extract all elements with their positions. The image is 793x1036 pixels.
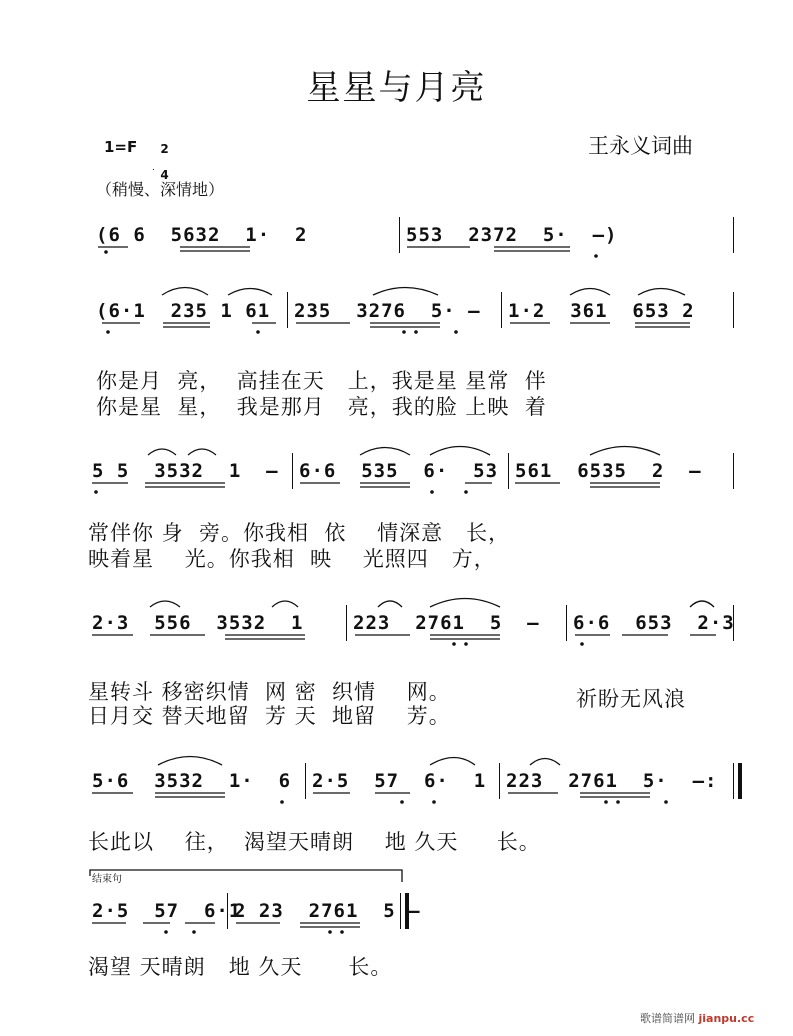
lyrics-ending: 渴望 天晴朗 地 久天 长。 [88,955,393,979]
time-denominator: 4 [160,168,169,182]
notes-line2-m3: 1·2 361 653 2 [508,300,695,322]
lyrics-line5: 长此以 往， 渴望天晴朗 地 久天 长。 [88,830,541,854]
lyrics-verse2-line3: 日月交 替天地留 芳 天 地留 芳。 [88,704,451,728]
notes-line5-m1: 5·6 3532 1· 6 [92,770,292,792]
notes-line1-m2: 553 2372 5· –) [406,224,618,246]
song-title: 星星与月亮 [306,68,487,108]
time-numerator: 2 [160,142,169,156]
lyrics-verse1-line1: 你是月 亮， 高挂在天 上，我是星 星常 伴 [96,369,547,393]
composer-credit: 王永义词曲 [588,134,693,158]
tempo-marking: （稍慢、深情地） [96,180,225,199]
notes-line1-m1: (6 6 5632 1· 2 [96,224,308,246]
notes-line5-m3: 223 2761 5· –: [506,770,718,792]
notes-line4-m3: 6·6 653 2·3 [573,612,735,634]
notes-line2-m2: 235 3276 5· – [294,300,481,322]
watermark-site: jianpu.cc [698,1012,755,1025]
notes-ending-m2: 2 23 2761 5 – [234,900,421,922]
watermark-text: 歌谱简谱网 [640,1012,695,1025]
ending-label: 结束句 [92,874,122,885]
notes-line4-m1: 2·3 556 3532 1 [92,612,304,634]
notes-ending-m1: 2·5 57 6·1 [92,900,242,922]
watermark [640,1010,754,1026]
key-signature: 1=F [104,138,138,156]
lyrics-verse1-line2: 常伴你 身 旁。你我相 依 情深意 长， [88,521,511,545]
lyrics-verse1-line3: 星转斗 移密织情 网 密 织情 网。 [88,680,451,704]
notes-line2-m1: (6·1 235 1 61 [96,300,271,322]
notes-line3-m3: 561 6535 2 – [515,460,702,482]
notes-line4-m2: 223 2761 5 – [353,612,540,634]
lyrics-bridge: 祈盼无风浪 [576,687,686,711]
lyrics-verse2-line1: 你是星 星， 我是那月 亮，我的脸 上映 着 [96,395,547,419]
notes-line3-m2: 6·6 535 6· 53 [299,460,499,482]
notes-line5-m2: 2·5 57 6· 1 [312,770,487,792]
notes-line3-m1: 5 5 3532 1 – [92,460,279,482]
lyrics-verse2-line2: 映着星 光。你我相 映 光照四 方， [88,547,496,571]
